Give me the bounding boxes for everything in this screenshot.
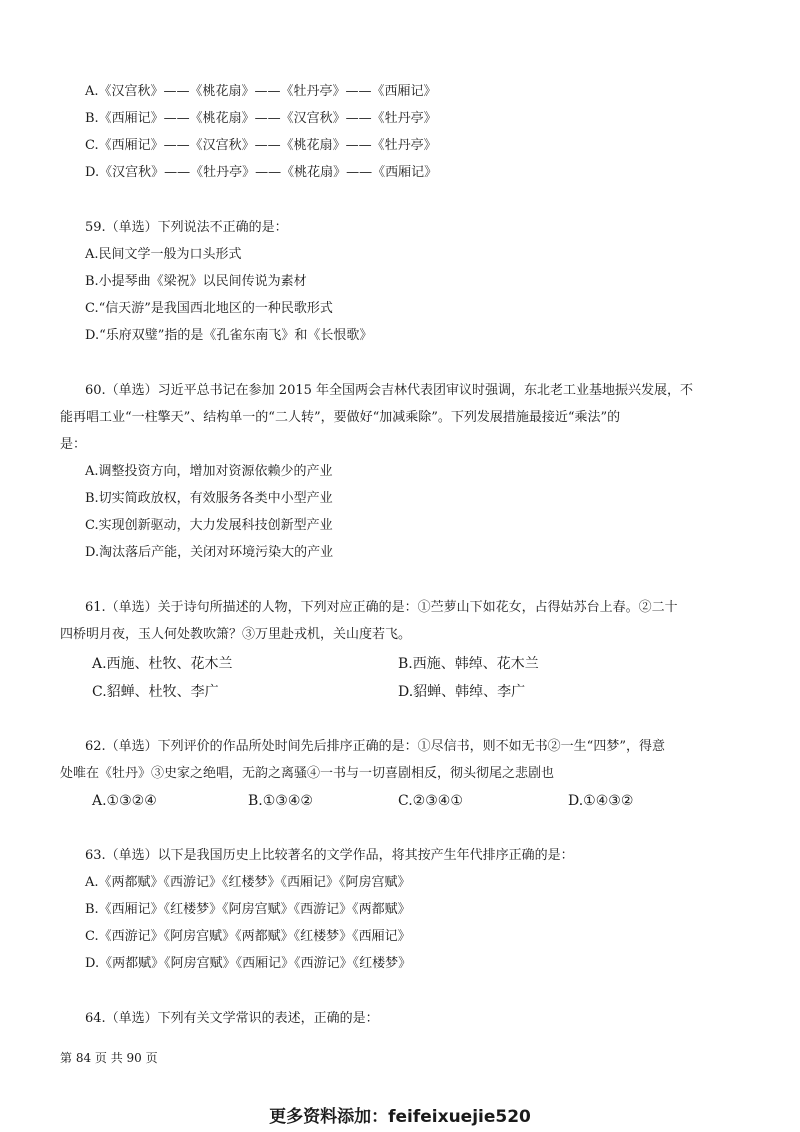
q58-option-a: A.《汉宫秋》——《桃花扇》——《牡丹亭》——《西厢记》 bbox=[85, 84, 437, 99]
q61-stem-line2: 四桥明月夜，玉人何处教吹箫？③万里赴戎机，关山度若飞。 bbox=[60, 627, 412, 642]
q62-option-c: C.②③④① bbox=[398, 793, 463, 809]
q62-stem-line2: 处唯在《牡丹》③史家之绝唱，无韵之离骚④一书与一切喜剧相反，彻头彻尾之悲剧也 bbox=[60, 766, 555, 781]
q61-option-a: A.西施、杜牧、花木兰 bbox=[92, 656, 233, 672]
q62-option-a: A.①③②④ bbox=[92, 793, 157, 809]
q64-stem: 64.（单选）下列有关文学常识的表述，正确的是： bbox=[85, 1011, 379, 1026]
q63-option-d: D.《两都赋》《阿房宫赋》《西厢记》《西游记》《红楼梦》 bbox=[85, 956, 412, 971]
page-number: 第 84 页 共 90 页 bbox=[60, 1051, 158, 1065]
q62-stem-line1: 62.（单选）下列评价的作品所处时间先后排序正确的是：①尽信书，则不如无书②一生“四梦”，得意 bbox=[85, 739, 665, 754]
q61-option-c: C.貂蝉、杜牧、李广 bbox=[92, 684, 219, 700]
q63-option-c: C.《西游记》《阿房宫赋》《两都赋》《红楼梦》《西厢记》 bbox=[85, 929, 411, 944]
q58-option-b: B.《西厢记》——《桃花扇》——《汉宫秋》——《牡丹亭》 bbox=[85, 111, 437, 126]
q63-option-a: A.《两都赋》《西游记》《红楼梦》《西厢记》《阿房宫赋》 bbox=[85, 875, 411, 890]
q60-stem-line2: 能再唱工业“一柱擎天”、结构单一的“二人转”，要做好“加减乘除”。下列发展措施最接近“乘法”的 bbox=[60, 410, 621, 425]
q61-option-d: D.貂蝉、韩绰、李广 bbox=[398, 684, 526, 700]
q63-stem: 63.（单选）以下是我国历史上比较著名的文学作品，将其按产生年代排序正确的是： bbox=[85, 848, 574, 863]
q59-option-c: C.“信天游”是我国西北地区的一种民歌形式 bbox=[85, 301, 333, 316]
q63-option-b: B.《西厢记》《红楼梦》《阿房宫赋》《西游记》《两都赋》 bbox=[85, 902, 411, 917]
q58-option-c: C.《西厢记》——《汉宫秋》——《桃花扇》——《牡丹亭》 bbox=[85, 138, 437, 153]
q60-stem-line1: 60.（单选）习近平总书记在参加 2015 年全国两会吉林代表团审议时强调，东北老工业基地振兴发展，不 bbox=[85, 383, 694, 398]
q59-option-a: A.民间文学一般为口头形式 bbox=[85, 247, 242, 262]
q59-option-d: D.“乐府双璧”指的是《孔雀东南飞》和《长恨歌》 bbox=[85, 328, 373, 343]
q61-stem-line1: 61.（单选）关于诗句所描述的人物，下列对应正确的是：①苎萝山下如花女，占得姑苏台上春。②二十 bbox=[85, 600, 678, 615]
q59-option-b: B.小提琴曲《梁祝》以民间传说为素材 bbox=[85, 274, 307, 289]
q62-option-b: B.①③④② bbox=[248, 793, 313, 809]
q60-option-a: A.调整投资方向，增加对资源依赖少的产业 bbox=[85, 464, 333, 479]
q61-option-b: B.西施、韩绰、花木兰 bbox=[398, 656, 539, 672]
q59-stem: 59.（单选）下列说法不正确的是： bbox=[85, 220, 288, 235]
promo-text: 更多资料添加：feifeixuejie520 bbox=[269, 1107, 531, 1127]
q60-option-c: C.实现创新驱动，大力发展科技创新型产业 bbox=[85, 518, 333, 533]
q60-option-d: D.淘汰落后产能，关闭对环境污染大的产业 bbox=[85, 545, 334, 560]
q60-option-b: B.切实简政放权，有效服务各类中小型产业 bbox=[85, 491, 333, 506]
q58-option-d: D.《汉宫秋》——《牡丹亭》——《桃花扇》——《西厢记》 bbox=[85, 165, 438, 180]
q60-stem-line3: 是： bbox=[60, 437, 87, 452]
q62-option-d: D.①④③② bbox=[568, 793, 634, 809]
